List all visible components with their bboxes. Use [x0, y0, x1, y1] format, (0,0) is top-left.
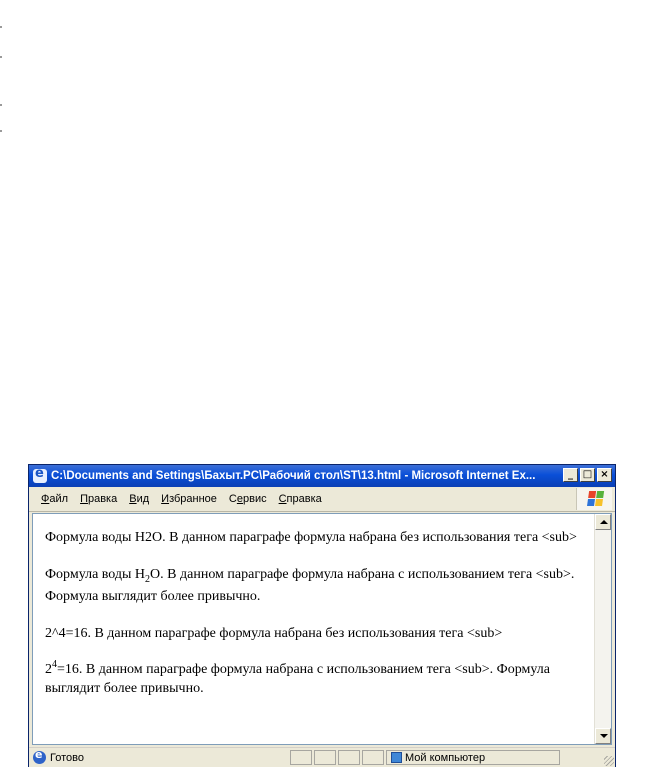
status-pane [314, 750, 336, 765]
status-pane [338, 750, 360, 765]
scroll-down-button[interactable] [595, 728, 611, 744]
maximize-button[interactable]: □ [580, 468, 595, 482]
ie-page-icon[interactable] [33, 469, 47, 483]
menu-tools[interactable]: Сервис [228, 493, 267, 505]
menu-bar [29, 487, 615, 512]
title-bar[interactable] [29, 465, 615, 487]
status-pane [290, 750, 312, 765]
subscript-2: 2 [145, 574, 151, 585]
edge-mark [0, 130, 2, 132]
edge-mark [0, 56, 2, 58]
ie-status-icon [33, 751, 46, 764]
status-pane [362, 750, 384, 765]
window-controls [563, 468, 612, 482]
edge-mark [0, 104, 2, 106]
paragraph-sub-h2o: Формула воды $H_2O$. В данном параграфе формула набрана с использованием тега <sub>. Формула выглядит более привычно. [45, 567, 575, 604]
menu-file[interactable]: Файл [41, 493, 69, 505]
paragraph-sup-power: $2^4=16$. В данном параграфе формула набрана с использованием тега <sub>. Формула выглядит более привычно. [45, 659, 550, 696]
status-text: Готово [50, 751, 84, 764]
status-bar [29, 747, 615, 767]
menu-favorites[interactable]: Избранное [161, 493, 217, 505]
menu-view[interactable]: Вид [129, 493, 150, 505]
window-title: C:\Documents and Settings\Бахыт.PC\Рабочий стол\ST\13.html - Microsoft Internet Ex... [51, 470, 536, 482]
vertical-scrollbar[interactable] [594, 514, 611, 744]
menu-edit[interactable]: Правка [80, 493, 118, 505]
my-computer-icon [391, 752, 402, 763]
edge-mark [0, 26, 2, 28]
arrow-up-icon [600, 520, 608, 524]
scroll-up-button[interactable] [595, 514, 611, 530]
superscript-4: 4 [52, 659, 57, 670]
close-button[interactable]: × [597, 468, 612, 482]
content-frame [32, 513, 612, 745]
menu-help[interactable]: Справка [278, 493, 322, 505]
resize-grip[interactable] [604, 756, 614, 766]
minimize-button[interactable]: _ [563, 468, 578, 482]
paragraph-plain-power: 2^4=16. В данном параграфе формула набрана без использования тега <sub> [45, 626, 503, 641]
document-body [33, 514, 594, 744]
arrow-down-icon [600, 734, 608, 738]
internet-explorer-window [28, 464, 616, 767]
paragraph-plain-h2o: Формула воды H2O. В данном параграфе формула набрана без использования тега <sub> [45, 530, 577, 545]
zone-label: Мой компьютер [405, 751, 486, 764]
security-zone [386, 750, 560, 765]
windows-flag-icon [576, 488, 612, 510]
